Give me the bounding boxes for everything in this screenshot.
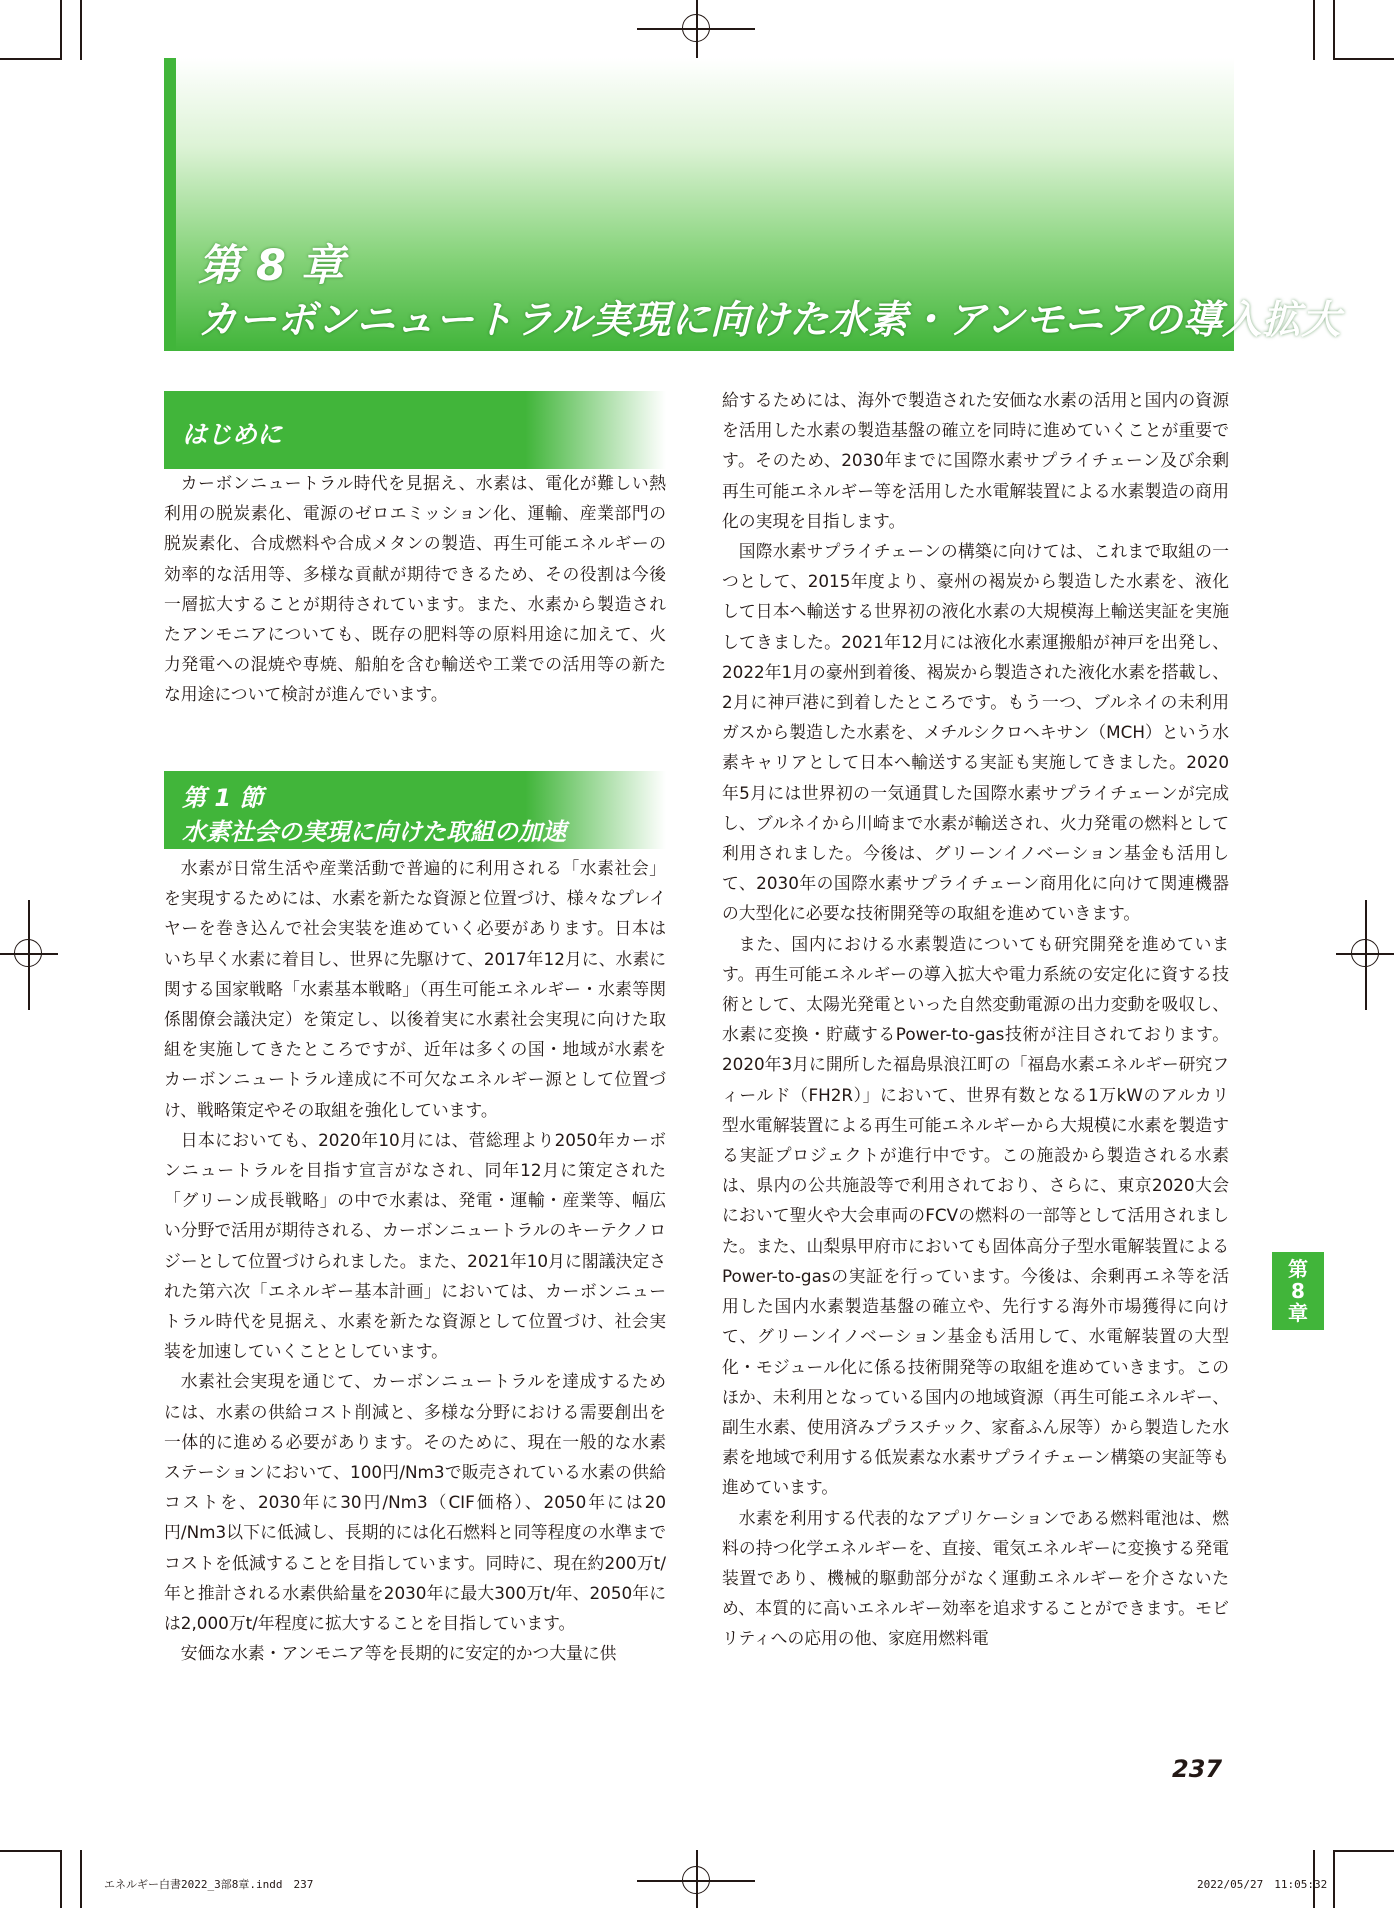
crop-mark — [1333, 1850, 1335, 1908]
registration-circle — [682, 1866, 710, 1894]
registration-circle — [682, 14, 710, 42]
paragraph: カーボンニュートラル時代を見据え、水素は、電化が難しい熱利用の脱炭素化、電源のゼロエミッション化、運輸、産業部門の脱炭素化、合成燃料や合成メタンの製造、再生可能エネルギーの効率的な活用等、多様な貢献が期待できるため、その役割は今後一層拡大することが期待されています。また、水素から製造されたアンモニアについても、既存の肥料等の原料用途に加えて、火力発電への混焼や専焼、船舶を含む輸送や工業での活用等の新たな用途について検討が進んでいます。 — [164, 473, 666, 705]
paragraph: 水素が日常生活や産業活動で普遍的に利用される「水素社会」を実現するためには、水素を新たな資源と位置づけ、様々なプレイヤーを巻き込んで社会実装を進めていく必要があります。日本はいち早く水素に着目し、世界に先駆けて、2017年12月に、水素に関する国家戦略「水素基本戦略」（再生可能エネルギー・水素等関係閣僚会議決定）を策定し、以後着実に水素社会実現に向けた取組を実施してきたところですが、近年は多くの国・地域が水素をカーボンニュートラル達成に不可欠なエネルギー源として位置づけ、戦略策定やその取組を強化しています。 — [164, 858, 666, 1120]
page-number: 237 — [1172, 1755, 1223, 1783]
crop-mark — [0, 58, 60, 60]
chapter-number: 第 8 章 — [198, 241, 344, 291]
crop-mark — [1334, 58, 1394, 60]
intro-body — [164, 468, 666, 710]
chapter-side-tab — [1272, 1252, 1324, 1330]
crop-mark — [60, 1850, 62, 1908]
footer-timestamp: 2022/05/27 11:05:32 — [1197, 1878, 1328, 1891]
registration-circle — [14, 939, 42, 967]
crop-mark — [1334, 1850, 1394, 1852]
intro-heading-text: はじめに — [182, 420, 283, 449]
section-heading — [164, 771, 666, 849]
crop-mark — [1313, 0, 1315, 60]
section1-body — [164, 853, 666, 1668]
paragraph: 安価な水素・アンモニア等を長期的に安定的かつ大量に供 — [180, 1643, 617, 1664]
footer-file-info: エネルギー白書2022_3部8章.indd 237 — [104, 1878, 314, 1891]
side-tab-line: 章 — [1288, 1301, 1308, 1325]
right-column-body — [722, 385, 1229, 1654]
paragraph-continuation: 給するためには、海外で製造された安価な水素の活用と国内の資源を活用した水素の製造基盤の確立を同時に進めていくことが重要です。そのため、2030年までに国際水素サプライチェーン及び余剰再生可能エネルギー等を活用した水電解装置による水素製造の商用化の実現を目指します。 — [722, 390, 1229, 531]
crop-mark — [0, 1850, 60, 1852]
paragraph: 日本においても、2020年10月には、菅総理より2050年カーボンニュートラルを目指す宣言がなされ、同年12月に策定された「グリーン成長戦略」の中で水素は、発電・運輸・産業等、幅広い分野で活用が期待される、カーボンニュートラルのキーテクノロジーとして位置づけられました。また、2021年10月に閣議決定された第六次「エネルギー基本計画」においては、カーボンニュートラル時代を見据え、水素を新たな資源として位置づけ、社会実装を加速していくこととしています。 — [164, 1129, 666, 1362]
chapter-banner-edge — [164, 58, 176, 351]
crop-mark — [1333, 0, 1335, 60]
paragraph: 国際水素サプライチェーンの構築に向けては、これまで取組の一つとして、2015年度より、豪州の褐炭から製造した水素を、液化して日本へ輸送する世界初の液化水素の大規模海上輸送実証を実施してきました。2021年12月には液化水素運搬船が神戸を出発し、2022年1月の豪州到着後、褐炭から製造された液化水素を搭載し、2月に神戸港に到着したところです。もう一つ、ブルネイの未利用ガスから製造した水素を、メチルシクロヘキサン（MCH）という水素キャリアとして日本へ輸送する実証も実施してきました。2020年5月には世界初の一気通貫した国際水素サプライチェーンが完成し、ブルネイから川崎まで水素が輸送され、火力発電の燃料として利用されました。今後は、グリーンイノベーション基金も活用して、2030年の国際水素サプライチェーン商用化に向けて関連機器の大型化に必要な技術開発等の取組を進めていきます。 — [722, 541, 1229, 924]
section-number: 第 1 節 — [182, 784, 264, 812]
crop-mark — [80, 0, 82, 60]
chapter-title: カーボンニュートラル実現に向けた水素・アンモニアの導入拡大 — [198, 298, 1341, 343]
registration-circle — [1351, 939, 1379, 967]
side-tab-line: 第 — [1288, 1257, 1308, 1281]
paragraph: 水素を利用する代表的なアプリケーションである燃料電池は、燃料の持つ化学エネルギーを、直接、電気エネルギーに変換する発電装置であり、機械的駆動部分がなく運動エネルギーを介さないため、本質的に高いエネルギー効率を追求することができます。モビリティへの応用の他、家庭用燃料電 — [722, 1507, 1229, 1649]
intro-heading — [164, 391, 666, 469]
crop-mark — [80, 1850, 82, 1908]
side-tab-line: 8 — [1291, 1279, 1305, 1303]
crop-mark — [60, 0, 62, 60]
paragraph: また、国内における水素製造についても研究開発を進めています。再生可能エネルギーの導入拡大や電力系統の安定化に資する技術として、太陽光発電といった自然変動電源の出力変動を吸収し、水素に変換・貯蔵するPower-to-gas技術が注目されております。2020年3月に開所した福島県浪江町の「福島水素エネルギー研究フィールド（FH2R）」において、世界有数となる1万kWのアルカリ型水電解装置による再生可能エネルギーから大規模に水素を製造する実証プロジェクトが進行中です。この施設から製造される水素は、県内の公共施設等で利用されており、さらに、東京2020大会において聖火や大会車両のFCVの燃料の一部等として活用されました。また、山梨県甲府市においても固体高分子型水電解装置によるPower-to-gasの実証を行っています。今後は、余剰再エネ等を活用した国内水素製造基盤の確立や、先行する海外市場獲得に向けて、グリーンイノベーション基金も活用して、水電解装置の大型化・モジュール化に係る技術開発等の取組を進めていきます。このほか、未利用となっている国内の地域資源（再生可能エネルギー、副生水素、使用済みプラスチック、家畜ふん尿等）から製造した水素を地域で利用する低炭素な水素サプライチェーン構築の実証等も進めています。 — [722, 933, 1229, 1498]
paragraph: 水素社会実現を通じて、カーボンニュートラルを達成するためには、水素の供給コスト削減と、多様な分野における需要創出を一体的に進める必要があります。そのために、現在一般的な水素ステーションにおいて、100円/Nm3で販売されている水素の供給コストを、2030年に30円/Nm3（CIF価格）、2050年には20円/Nm3以下に低減し、長期的には化石燃料と同等程度の水準までコストを低減することを目指しています。同時に、現在約200万t/年と推計される水素供給量を2030年に最大300万t/年、2050年には2,000万t/年程度に拡大することを目指しています。 — [164, 1371, 666, 1634]
section-title: 水素社会の実現に向けた取組の加速 — [182, 818, 566, 846]
